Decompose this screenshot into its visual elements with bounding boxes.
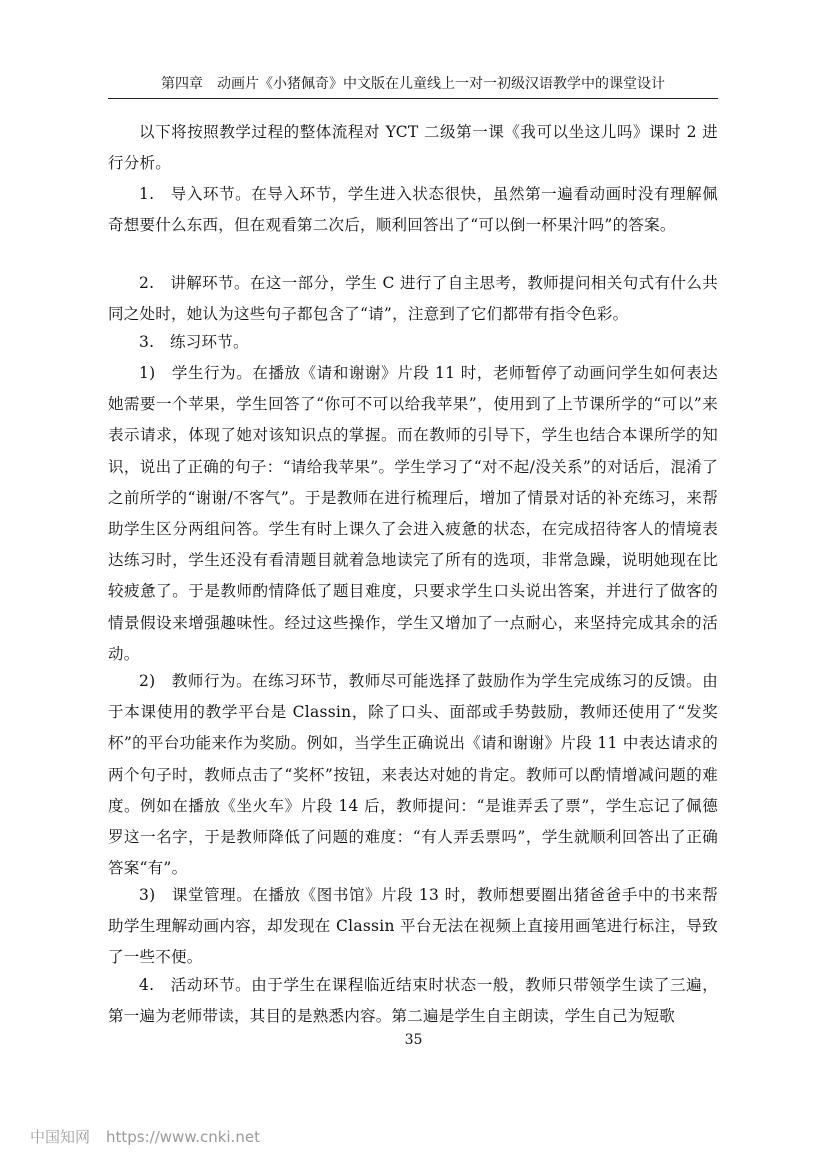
paragraph-student-behavior: 1) 学生行为。在播放《请和谢谢》片段 11 时，老师暂停了动画问学生如何表达她需要一个苹果，学生回答了“你可不可以给我苹果”，使用到了上节课所学的“可以”来表示请求，体现了她对该知识点的掌握。而在教师的引导下，学生也结合本课所学的知识，说出了正确的句子：“请给我苹果”。学生学习了“对不起/没关系”的对话后，混淆了之前所学的“谢谢/不客气”。于是教师在进行梳理后，增加了情景对话的补充练习，来帮助学生区分两组问答。学生有时上课久了会进入疲惫的状态，在完成招待客人的情境表达练习时，学生还没有看清题目就着急地读完了所有的选项，非常急躁，说明她现在比较疲惫了。于是教师酌情降低了题目难度，只要求学生口头说出答案，并进行了做客的情景假设来增强趣味性。经过这些操作，学生又增加了一点耐心，来坚持完成其余的活动。 [108,364,718,663]
paragraph-classroom-management: 3) 课堂管理。在播放《图书馆》片段 13 时，教师想要圈出猪爸爸手中的书来帮助学生理解动画内容，却发现在 Classin 平台无法在视频上直接用画笔进行标注，导致了一些不便。 [108,886,718,967]
watermark-brand: 中国知网 [30,1128,91,1146]
watermark-url: https://www.cnki.net [106,1128,260,1146]
paragraph-section-2: 2. 讲解环节。在这一部分，学生 C 进行了自主思考，教师提问相关句式有什么共同之处时，她认为这些句子都包含了“请”，注意到了它们都带有指令色彩。 [108,274,718,324]
cnki-watermark [30,1126,260,1147]
paragraph-section-1: 1. 导入环节。在导入环节，学生进入状态很快，虽然第一遍看动画时没有理解佩奇想要什么东西，但在观看第二次后，顺利回答出了“可以倒一杯果汁吗”的答案。 [108,185,718,235]
paragraph-intro: 以下将按照教学过程的整体流程对 YCT 二级第一课《我可以坐这儿吗》课时 2 进行分析。 [108,123,718,173]
paragraph-section-3: 3. 练习环节。 [139,333,249,351]
paragraph-teacher-behavior: 2) 教师行为。在练习环节，教师尽可能选择了鼓励作为学生完成练习的反馈。由于本课使用的教学平台是 Classin，除了口头、面部或手势鼓励，教师还使用了“发奖杯”的平台功能来作为奖励。例如，当学生正确说出《请和谢谢》片段 11 中表达请求的两个句子时，教师点击了“奖杯”按钮，来表达对她的肯定。教师可以酌情增减问题的难度。例如在播放《坐火车》片段 14 后，教师提问：“是谁弄丢了票”，学生忘记了佩德罗这一名字，于是教师降低了问题的难度：“有人弄丢票吗”，学生就顺利回答出了正确答案“有”。 [108,672,718,878]
running-header: 第四章 动画片《小猪佩奇》中文版在儿童线上一对一初级汉语教学中的课堂设计 [161,76,665,92]
header-rule [108,98,718,99]
page-number: 35 [404,1032,423,1048]
paragraph-section-4: 4. 活动环节。由于学生在课程临近结束时状态一般，教师只带领学生读了三遍，第一遍为老师带读，其目的是熟悉内容。第二遍是学生自主朗读，学生自己为短歌 [108,976,718,1026]
